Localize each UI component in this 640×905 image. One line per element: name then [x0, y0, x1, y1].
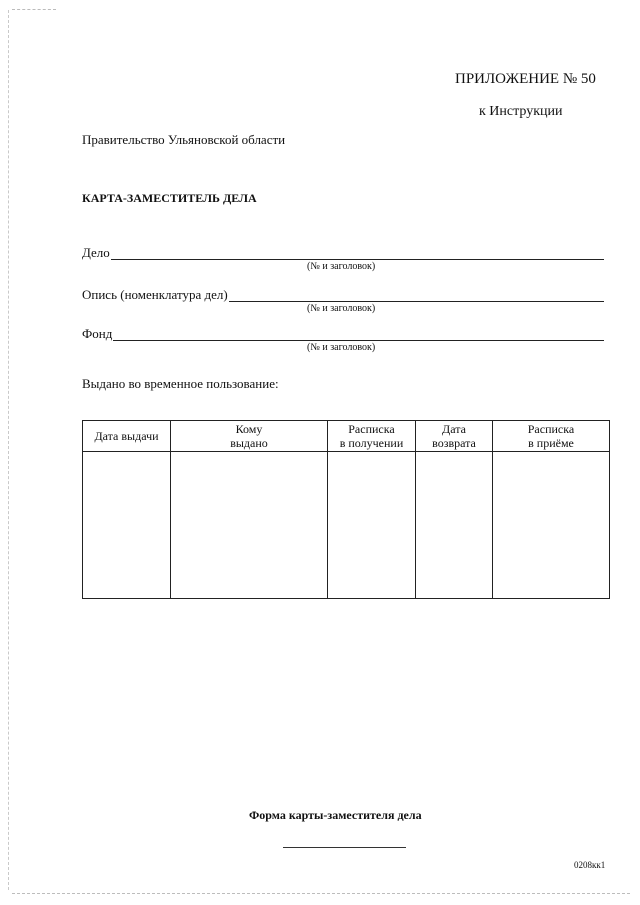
col-acceptance-signature: Расписка в приёме — [493, 421, 610, 452]
scan-edge-bottom — [12, 893, 630, 894]
organization-name: Правительство Ульяновской области — [82, 132, 286, 147]
caption-underline — [283, 847, 406, 848]
table-header-row — [83, 421, 610, 452]
field-fund-label: Фонд — [82, 326, 113, 341]
field-case-line — [82, 259, 604, 260]
field-fund — [82, 325, 604, 343]
appendix-number: ПРИЛОЖЕНИЕ № 50 — [455, 71, 596, 87]
field-inventory — [82, 286, 604, 304]
instruction-reference: к Инструкции — [479, 104, 563, 119]
document-code: 0208кк1 — [574, 860, 606, 870]
field-inventory-hint: (№ и заголовок) — [307, 303, 376, 314]
scan-edge-top — [12, 9, 56, 10]
col-issued-to: Кому выдано — [171, 421, 328, 452]
field-fund-line — [82, 340, 604, 341]
field-inventory-label: Опись (номенклатура дел) — [82, 287, 228, 302]
col-issue-date: Дата выдачи — [83, 421, 171, 452]
field-fund-hint: (№ и заголовок) — [307, 342, 376, 353]
col-receipt-signature: Расписка в получении — [328, 421, 416, 452]
table-row — [83, 452, 610, 599]
form-caption: Форма карты-заместителя дела — [249, 808, 422, 822]
field-case-label: Дело — [82, 245, 110, 260]
field-case-hint: (№ и заголовок) — [307, 261, 376, 272]
field-case — [82, 244, 604, 262]
col-return-date: Дата возврата — [416, 421, 493, 452]
issued-label: Выдано во временное пользование: — [82, 376, 279, 391]
scan-edge-left — [8, 10, 9, 890]
form-title: КАРТА-ЗАМЕСТИТЕЛЬ ДЕЛА — [82, 191, 257, 205]
issue-table — [82, 420, 610, 599]
